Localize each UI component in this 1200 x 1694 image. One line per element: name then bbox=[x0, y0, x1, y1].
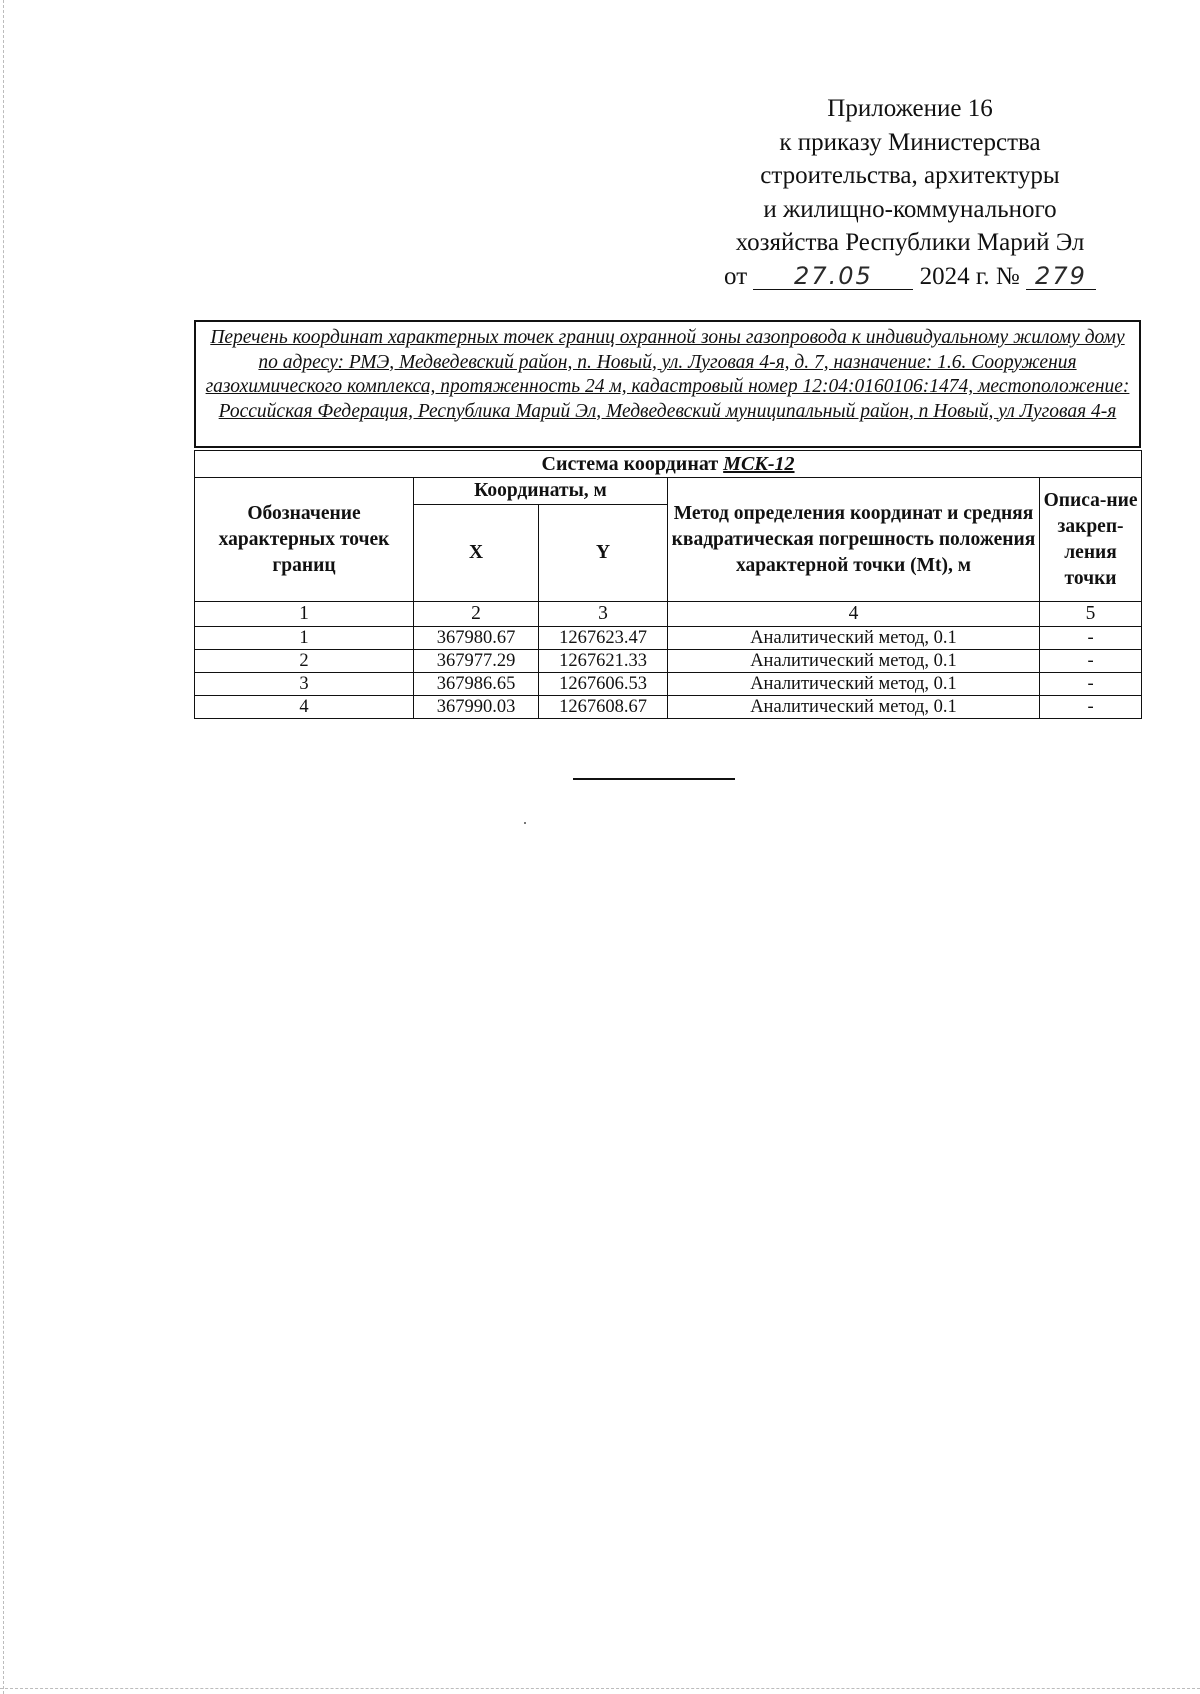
header-row bbox=[195, 478, 1142, 505]
header-line: строительства, архитектуры bbox=[760, 162, 1060, 189]
header-line: и жилищно-коммунального bbox=[763, 195, 1057, 223]
table-row bbox=[195, 650, 1142, 673]
handwritten-date: 27.05 bbox=[753, 263, 913, 290]
point-cell: 4 bbox=[195, 696, 414, 719]
method-cell: Аналитический метод, 0.1 bbox=[668, 673, 1040, 696]
description-cell: - bbox=[1040, 673, 1142, 696]
header-line: к приказу Министерства bbox=[779, 128, 1041, 156]
description-cell: - bbox=[1040, 627, 1142, 650]
appendix-header bbox=[690, 92, 1130, 293]
header-line: Приложение 16 bbox=[827, 95, 993, 122]
y-cell: 1267608.67 bbox=[539, 696, 668, 719]
y-cell: 1267623.47 bbox=[539, 627, 668, 650]
coordinates-table bbox=[194, 450, 1142, 719]
coordinates-column-header: Координаты, м bbox=[414, 478, 668, 505]
table-row bbox=[195, 627, 1142, 650]
coordinate-system-name: МСК-12 bbox=[723, 452, 795, 475]
y-cell: 1267606.53 bbox=[539, 673, 668, 696]
coordinate-system-cell bbox=[195, 451, 1142, 478]
date-prefix: от bbox=[724, 262, 748, 290]
column-number: 4 bbox=[668, 602, 1040, 627]
scan-edge-bottom bbox=[0, 1688, 1200, 1690]
point-cell: 2 bbox=[195, 650, 414, 673]
order-date-line bbox=[690, 260, 1130, 294]
closing-rule bbox=[573, 778, 735, 780]
description-cell: - bbox=[1040, 696, 1142, 719]
x-cell: 367986.65 bbox=[414, 673, 539, 696]
point-cell: 1 bbox=[195, 627, 414, 650]
method-cell: Аналитический метод, 0.1 bbox=[668, 696, 1040, 719]
description-cell: - bbox=[1040, 650, 1142, 673]
header-line: хозяйства Республики Марий Эл bbox=[735, 229, 1085, 256]
x-cell: 367980.67 bbox=[414, 627, 539, 650]
column-number: 3 bbox=[539, 602, 668, 627]
column-number: 5 bbox=[1040, 602, 1142, 627]
x-cell: 367990.03 bbox=[414, 696, 539, 719]
point-column-header: Обозначение характерных точек границ bbox=[195, 478, 414, 602]
column-number: 2 bbox=[414, 602, 539, 627]
scan-speck bbox=[524, 822, 526, 824]
coordinate-system-row bbox=[195, 451, 1142, 478]
column-number-row bbox=[195, 602, 1142, 627]
point-cell: 3 bbox=[195, 673, 414, 696]
handwritten-order-number: 279 bbox=[1026, 263, 1096, 290]
year-text: 2024 г. № bbox=[919, 262, 1020, 290]
x-cell: 367977.29 bbox=[414, 650, 539, 673]
x-column-header: X bbox=[414, 505, 539, 602]
description-column-header: Описа-ние закреп-ления точки bbox=[1040, 478, 1142, 602]
y-cell: 1267621.33 bbox=[539, 650, 668, 673]
method-cell: Аналитический метод, 0.1 bbox=[668, 627, 1040, 650]
column-number: 1 bbox=[195, 602, 414, 627]
y-column-header: Y bbox=[539, 505, 668, 602]
coordinate-system-label: Система координат bbox=[541, 452, 719, 475]
method-column-header: Метод определения координат и средняя квадратическая погрешность положения характерной точки (Mt), м bbox=[668, 478, 1040, 602]
table-row bbox=[195, 696, 1142, 719]
scan-edge-left bbox=[3, 0, 5, 1694]
table-row bbox=[195, 673, 1142, 696]
table-caption: Перечень координат характерных точек границ охранной зоны газопровода к индивидуальному жилому дому по адресу: РМЭ, Медведевский район, п. Новый, ул. Луговая 4-я, д. 7, назначение: 1.6. Сооружения газохимического комплекса, протяженность 24 м, кадастровый номер 12:04:0160106:1474, местоположение: Российская Федерация, Республика Марий Эл, Медведевский муниципальный район, п Новый, ул Луговая 4-я bbox=[194, 320, 1141, 448]
method-cell: Аналитический метод, 0.1 bbox=[668, 650, 1040, 673]
